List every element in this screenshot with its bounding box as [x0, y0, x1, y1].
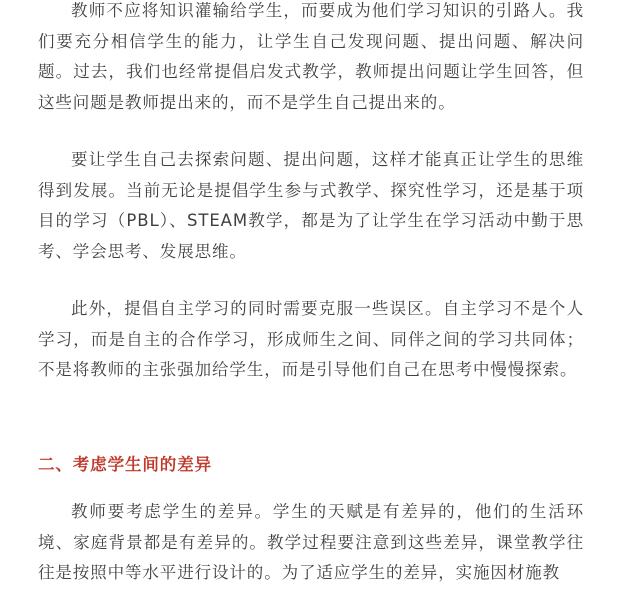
paragraph-student-exploration: 要让学生自己去探索问题、提出问题，这样才能真正让学生的思维得到发展。当前无论是提倡学生参与式教学、探究性学习，还是基于项目的学习（PBL）、STEAM教学，都是为了让学生在学习活动中勤于思考、学会思考、发展思维。 — [38, 150, 584, 261]
paragraph-student-differences: 教师要考虑学生的差异。学生的天赋是有差异的，他们的生活环境、家庭背景都是有差异的。教学过程要注意到这些差异，课堂教学往往是按照中等水平进行设计的。为了适应学生的差异，实施因材施教 — [38, 502, 584, 582]
section-heading: 二、考虑学生间的差异 — [38, 455, 212, 474]
paragraph-teacher-guide: 教师不应将知识灌输给学生，而要成为他们学习知识的引路人。我们要充分相信学生的能力，让学生自己发现问题、提出问题、解决问题。过去，我们也经常提倡启发式教学，教师提出问题让学生回答，但这些问题是教师提出来的，而不是学生自己提出来的。 — [38, 1, 584, 112]
paragraph-autonomous-learning: 此外，提倡自主学习的同时需要克服一些误区。自主学习不是个人学习，而是自主的合作学习，形成师生之间、同伴之间的学习共同体；不是将教师的主张强加给学生，而是引导他们自己在思考中慢慢探索。 — [38, 299, 584, 379]
